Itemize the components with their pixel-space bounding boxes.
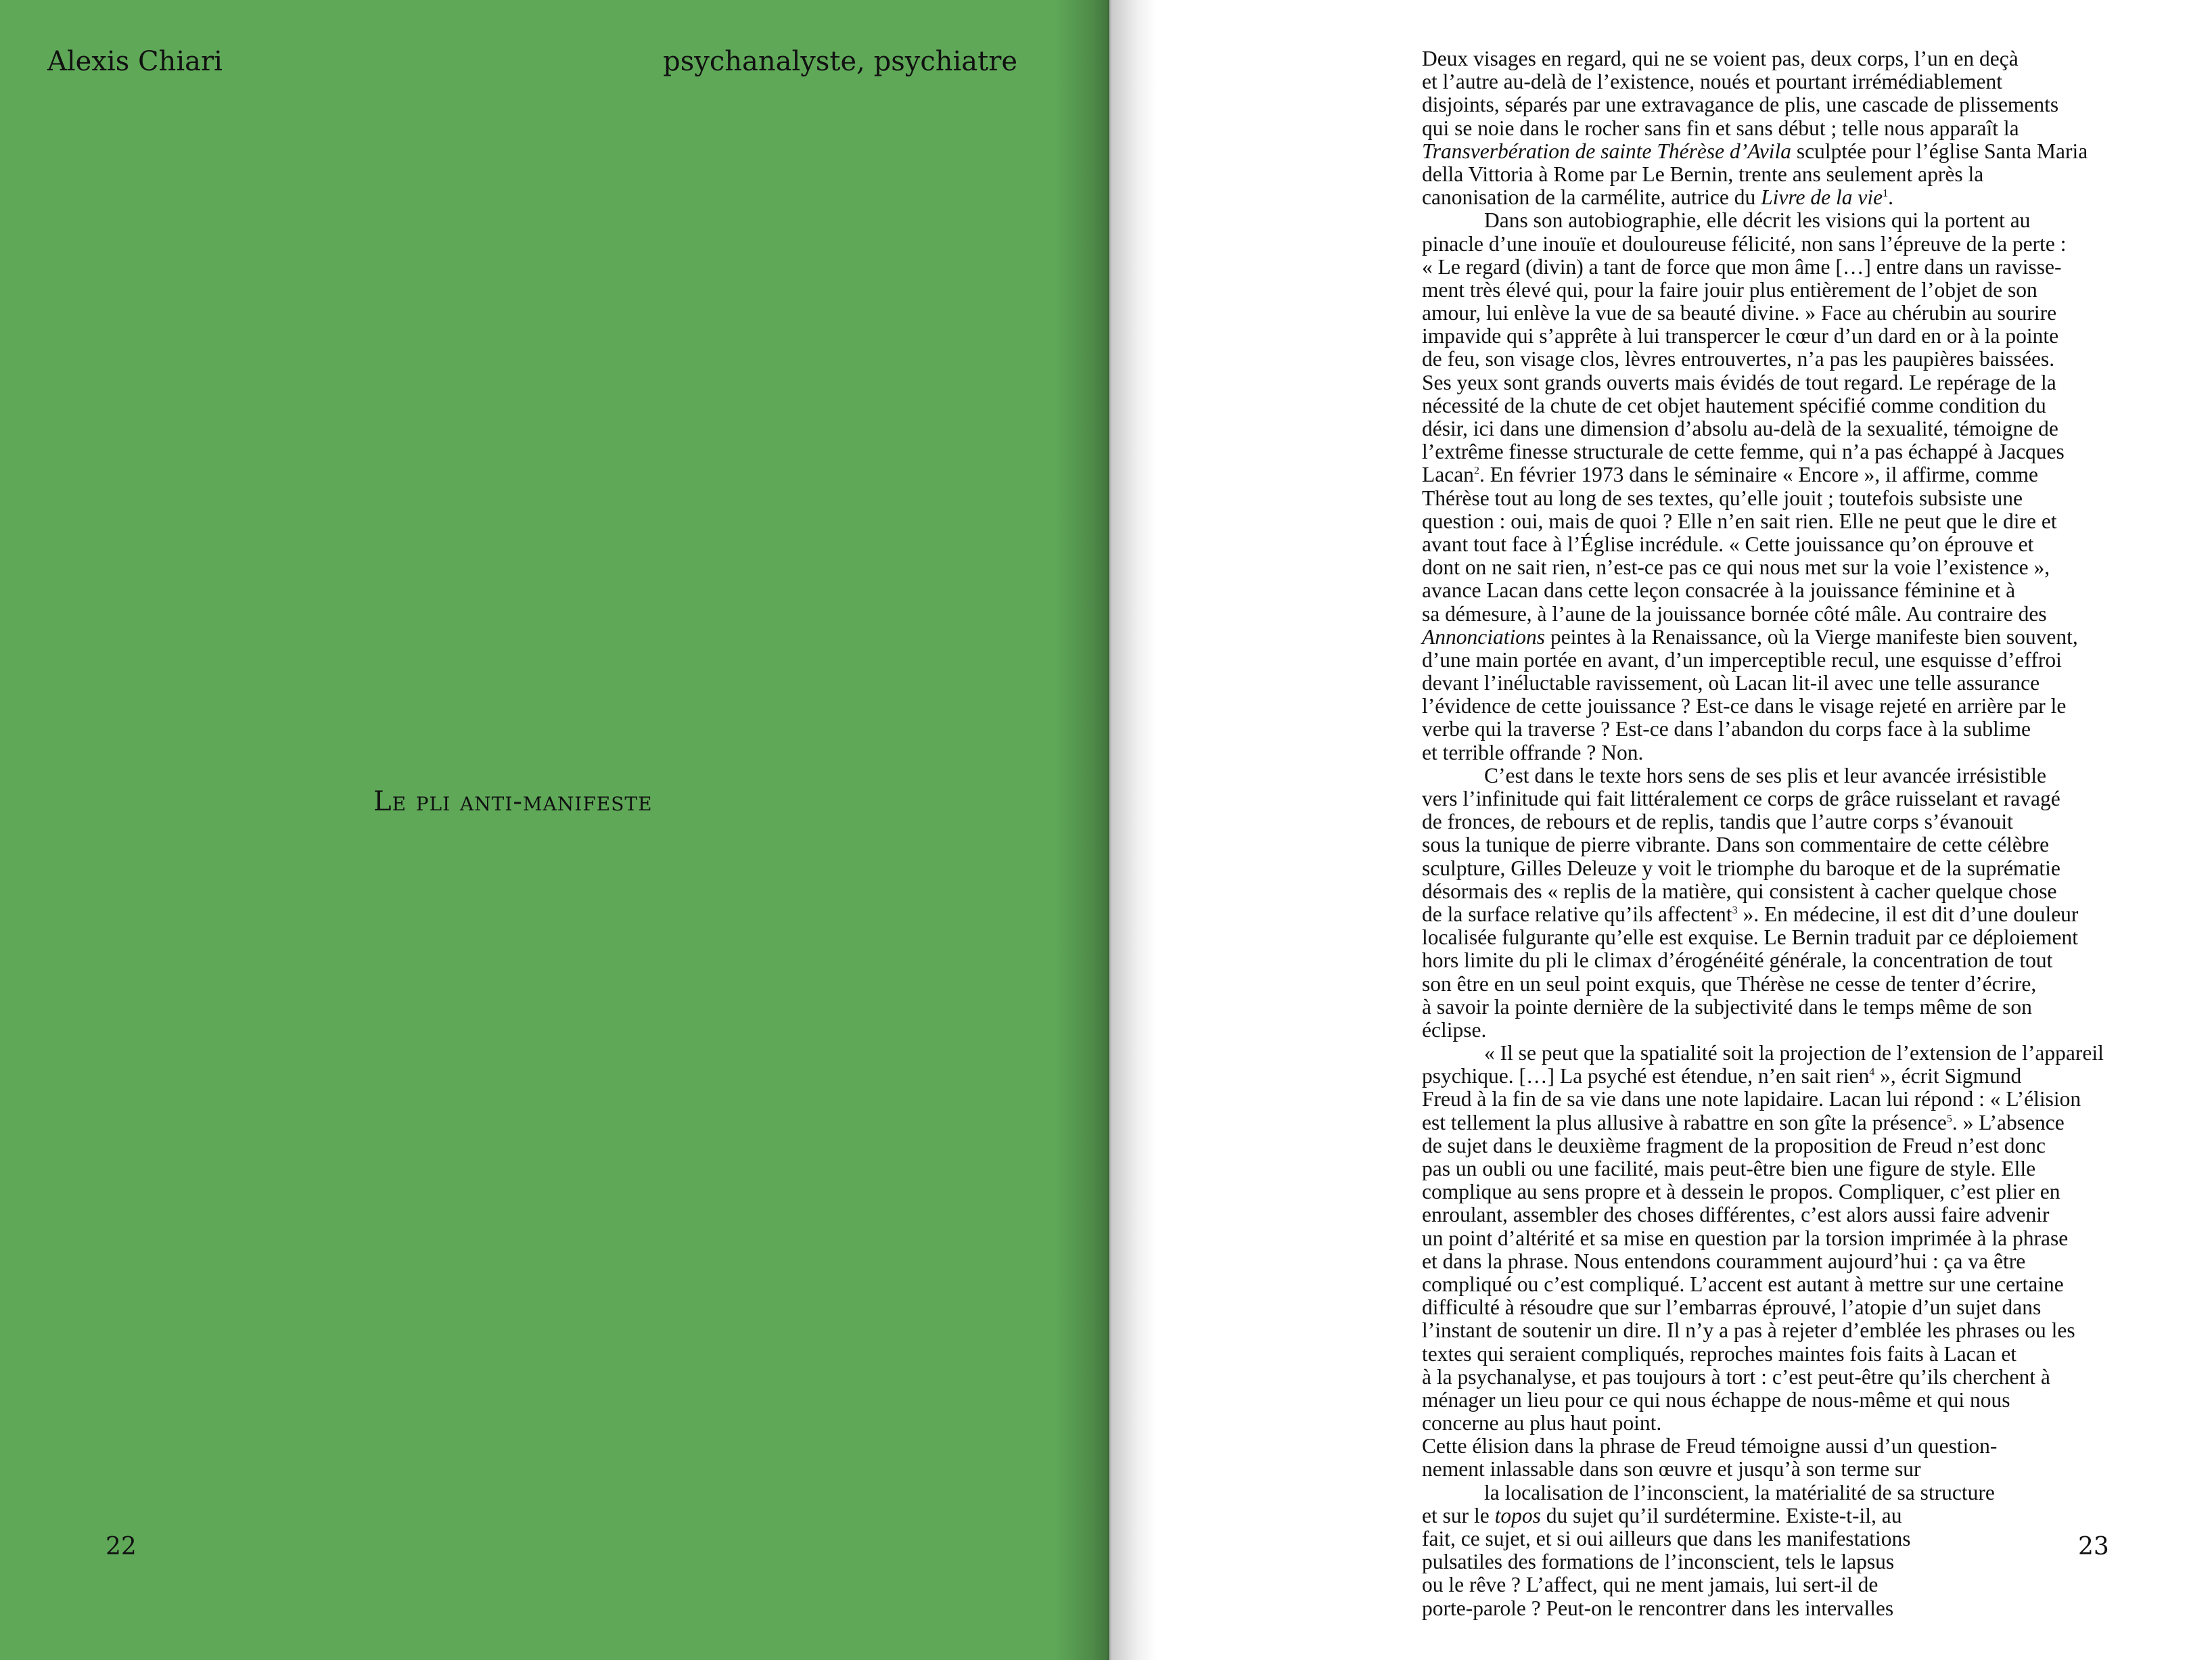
text-line: l’instant de soutenir un dire. Il n’y a pas à rejeter d’emblée les phrases ou les [1422,1318,2075,1343]
text-line: difficulté à résoudre que sur l’embarras éprouvé, l’atopie d’un sujet dans [1422,1295,2042,1320]
text-line: désormais des « replis de la matière, qui consistent à cacher quelque chose [1422,879,2057,903]
page-number-left: 22 [106,1533,137,1561]
text-line: et dans la phrase. Nous entendons couramment aujourd’hui : ça va être [1422,1249,2026,1273]
text-line: complique au sens propre et à dessein le propos. Compliquer, c’est plier en [1422,1180,2060,1204]
text-line: nement inlassable dans son œuvre et jusqu’à son terme sur [1422,1457,1921,1481]
gutter-shadow [1055,0,1109,1660]
body-text [1422,47,2173,1620]
text-line: nécessité de la chute de cet objet hautement spécifié comme condition du [1422,393,2046,417]
text-line: de sujet dans le deuxième fragment de la proposition de Freud n’est donc [1422,1133,2046,1157]
text-line: Lacan$^2$. En février 1973 dans le séminaire « Encore », il affirme, comme [1422,463,2038,487]
text-line: est tellement la plus allusive à rabattre en son gîte la présence$^5$. » L’absence [1422,1110,2065,1134]
spine-crease [1107,0,1111,1660]
text-line: à savoir la pointe dernière de la subjectivité dans le temps même de son [1422,994,2032,1019]
text-line: « Le regard (divin) a tant de force que mon âme […] entre dans un ravisse- [1422,254,2062,279]
chapter-title: Le pli anti-manifeste [373,786,653,817]
text-line: Freud à la fin de sa vie dans une note lapidaire. Lacan lui répond : « L’élision [1422,1087,2081,1111]
text-line: della Vittoria à Rome par Le Bernin, trente ans seulement après la [1422,162,1984,186]
text-line: ou le rêve ? L’affect, qui ne ment jamais, lui sert-il de [1422,1573,1879,1597]
text-line: devant l’inéluctable ravissement, où Lacan lit-il avec une telle assurance [1422,671,2040,695]
text-line: localisée fulgurante qu’elle est exquise. Le Bernin traduit par ce déploiement [1422,925,2078,950]
text-line: question : oui, mais de quoi ? Elle n’en sait rien. Elle ne peut que le dire et [1422,509,2057,533]
text-line: Cette élision dans la phrase de Freud témoigne aussi d’un question- [1422,1434,1998,1458]
author-role: psychanalyste, psychiatre [663,46,1017,77]
text-line: la localisation de l’inconscient, la matérialité de sa structure [1484,1480,1995,1504]
text-line: compliqué ou c’est compliqué. L’accent est autant à mettre sur une certaine [1422,1272,2064,1296]
text-line: d’une main portée en avant, d’un imperceptible recul, une esquisse d’effroi [1422,647,2062,672]
text-line: amour, lui enlève la vue de sa beauté divine. » Face au chérubin au sourire [1422,301,2057,325]
text-line: fait, ce sujet, et si oui ailleurs que dans les manifestations [1422,1527,1911,1550]
text-line: pas un oubli ou une facilité, mais peut-être bien une figure de style. Elle [1422,1157,2036,1180]
text-line: textes qui seraient compliqués, reproches maintes fois faits à Lacan et [1422,1341,2017,1366]
text-line: l’évidence de cette jouissance ? Est-ce dans le visage rejeté en arrière par le [1422,694,2067,718]
author-name: Alexis Chiari [47,46,223,77]
text-line: « Il se peut que la spatialité soit la projection de l’extension de l’appareil [1484,1041,2104,1065]
text-line: dont on ne sait rien, n’est-ce pas ce qui nous met sur la voie l’existence », [1422,555,2050,580]
text-line: pulsatiles des formations de l’inconscient, tels le lapsus [1422,1550,1895,1574]
text-line: hors limite du pli le climax d’érogénéité générale, la concentration de tout [1422,948,2053,973]
text-line: et l’autre au-delà de l’existence, noués et pourtant irrémédiablement [1422,70,2002,94]
text-line: vers l’infinitude qui fait littéralement ce corps de grâce ruisselant et ravagé [1422,787,2060,810]
text-line: Deux visages en regard, qui ne se voient pas, deux corps, l’un en deçà [1422,47,2019,70]
text-line: concerne au plus haut point. [1422,1411,1662,1435]
text-line: l’extrême finesse structurale de cette femme, qui n’a pas échappé à Jacques [1422,440,2065,464]
text-line: Thérèse tout au long de ses textes, qu’elle jouit ; toutefois subsiste une [1422,486,2023,510]
text-line: impavide qui s’apprête à lui transpercer le cœur d’un dard en or à la pointe [1422,324,2059,348]
text-line: de fronces, de rebours et de replis, tandis que l’autre corps s’évanouit [1422,810,2013,834]
text-line: et sur le topos du sujet qu’il surdétermine. Existe-t-il, au [1422,1503,1902,1527]
text-line: éclipse. [1422,1017,1487,1042]
text-line: disjoints, séparés par une extravagance de plis, une cascade de plissements [1422,93,2059,117]
text-line: C’est dans le texte hors sens de ses plis et leur avancée irrésistible [1484,763,2046,787]
right-gutter-shadow [1109,0,1157,1660]
text-line: à la psychanalyse, et pas toujours à tort : c’est peut-être qu’ils cherchent à [1422,1364,2050,1389]
text-line: désir, ici dans une dimension d’absolu au-delà de la sexualité, témoigne de [1422,417,2058,440]
text-line: avant tout face à l’Église incrédule. « Cette jouissance qu’on éprouve et [1422,532,2034,556]
text-line: porte-parole ? Peut-on le rencontrer dans les intervalles [1422,1596,1894,1620]
page-number-right: 23 [2078,1533,2109,1561]
text-line: de feu, son visage clos, lèvres entrouvertes, n’a pas les paupières baissées. [1422,347,2055,371]
text-line: ménager un lieu pour ce qui nous échappe de nous-même et qui nous [1422,1387,2010,1412]
text-line: ment très élevé qui, pour la faire jouir plus entièrement de l’objet de son [1422,277,2037,302]
text-line: enroulant, assembler des choses différentes, c’est alors aussi faire advenir [1422,1203,2050,1227]
text-line: qui se noie dans le rocher sans fin et sans début ; telle nous apparaît la [1422,116,2019,140]
text-line: Annonciations peintes à la Renaissance, où la Vierge manifeste bien souvent, [1422,624,2078,649]
text-line: sa démesure, à l’aune de la jouissance bornée côté mâle. Au contraire des [1422,601,2047,626]
text-line: et terrible offrande ? Non. [1422,740,1644,764]
text-line: verbe qui la traverse ? Est-ce dans l’abandon du corps face à la sublime [1422,717,2031,741]
text-line: un point d’altérité et sa mise en question par la torsion imprimée à la phrase [1422,1226,2069,1250]
text-line: canonisation de la carmélite, autrice du Livre de la vie$^1$. [1422,185,1893,210]
text-line: sous la tunique de pierre vibrante. Dans son commentaire de cette célèbre [1422,833,2050,857]
text-line: Ses yeux sont grands ouverts mais évidés de tout regard. Le repérage de la [1422,370,2056,394]
text-line: psychique. […] La psyché est étendue, n’en sait rien$^4$ », écrit Sigmund [1422,1064,2022,1088]
text-line: Transverbération de sainte Thérèse d’Avila sculptée pour l’église Santa Maria [1422,139,2088,163]
text-line: de la surface relative qu’ils affectent$^3$ ». En médecine, il est dit d’une douleur [1422,902,2079,926]
text-line: pinacle d’une inouïe et douloureuse félicité, non sans l’épreuve de la perte : [1422,231,2067,256]
text-line: avance Lacan dans cette leçon consacrée à la jouissance féminine et à [1422,578,2016,603]
text-line: sculpture, Gilles Deleuze y voit le triomphe du baroque et de la suprématie [1422,856,2060,880]
text-line: Dans son autobiographie, elle décrit les visions qui la portent au [1484,208,2031,233]
text-line: son être en un seul point exquis, que Thérèse ne cesse de tenter d’écrire, [1422,971,2037,996]
